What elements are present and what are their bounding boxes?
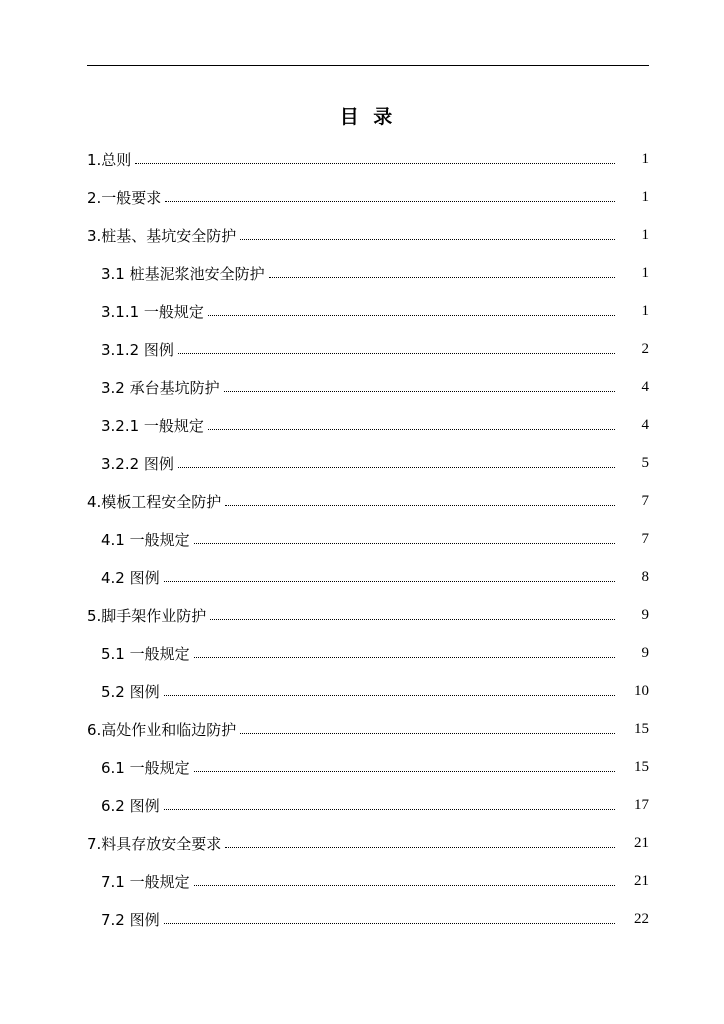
toc-entry-page-number: 15 — [634, 720, 649, 737]
toc-entry-label: 3.桩基、基坑安全防护 — [87, 226, 237, 245]
toc-entry-page-number: 1 — [641, 264, 649, 281]
toc-entry-page-number: 7 — [641, 492, 649, 509]
toc-entry-label: 5.脚手架作业防护 — [87, 606, 207, 625]
toc-entry-label: 3.2 承台基坑防护 — [101, 378, 220, 397]
toc-entry-label: 5.1 一般规定 — [101, 644, 190, 663]
toc-entry-label: 4.1 一般规定 — [101, 530, 190, 549]
toc-entry-label: 2.一般要求 — [87, 188, 162, 207]
dot-leader — [208, 315, 615, 316]
toc-entry-label: 7.1 一般规定 — [101, 872, 190, 891]
toc-entry[interactable] — [87, 330, 649, 368]
toc-entry-label: 4.模板工程安全防护 — [87, 492, 222, 511]
toc-entry[interactable] — [87, 824, 649, 862]
toc-entry-page-number: 1 — [641, 226, 649, 243]
toc-entry-label: 7.料具存放安全要求 — [87, 834, 222, 853]
dot-leader — [240, 733, 615, 734]
toc-entry[interactable] — [87, 216, 649, 254]
toc-entry-label: 6.1 一般规定 — [101, 758, 190, 777]
dot-leader — [135, 163, 615, 164]
toc-entry-page-number: 10 — [634, 682, 649, 699]
dot-leader — [165, 201, 615, 202]
toc-entry-label: 6.2 图例 — [101, 796, 160, 815]
toc-entry-label: 3.1 桩基泥浆池安全防护 — [101, 264, 265, 283]
toc-entry-page-number: 1 — [641, 150, 649, 167]
dot-leader — [210, 619, 615, 620]
toc-entry[interactable] — [87, 482, 649, 520]
table-of-contents — [87, 140, 649, 938]
toc-entry[interactable] — [87, 254, 649, 292]
dot-leader — [225, 505, 615, 506]
dot-leader — [269, 277, 615, 278]
toc-entry[interactable] — [87, 710, 649, 748]
toc-entry[interactable] — [87, 140, 649, 178]
toc-entry-page-number: 5 — [641, 454, 649, 471]
toc-entry-label: 3.1.2 图例 — [101, 340, 174, 359]
toc-entry-page-number: 9 — [641, 644, 649, 661]
dot-leader — [178, 467, 615, 468]
toc-entry[interactable] — [87, 444, 649, 482]
dot-leader — [208, 429, 615, 430]
toc-entry[interactable] — [87, 672, 649, 710]
toc-entry[interactable] — [87, 406, 649, 444]
toc-entry-label: 5.2 图例 — [101, 682, 160, 701]
toc-entry[interactable] — [87, 178, 649, 216]
dot-leader — [178, 353, 615, 354]
dot-leader — [164, 809, 615, 810]
toc-entry-page-number: 8 — [641, 568, 649, 585]
dot-leader — [194, 657, 615, 658]
toc-entry[interactable] — [87, 634, 649, 672]
toc-entry[interactable] — [87, 292, 649, 330]
toc-entry-page-number: 15 — [634, 758, 649, 775]
toc-entry[interactable] — [87, 786, 649, 824]
toc-entry-page-number: 1 — [641, 302, 649, 319]
toc-entry-label: 4.2 图例 — [101, 568, 160, 587]
toc-entry[interactable] — [87, 368, 649, 406]
toc-entry[interactable] — [87, 862, 649, 900]
toc-entry-page-number: 21 — [634, 834, 649, 851]
dot-leader — [224, 391, 615, 392]
toc-entry[interactable] — [87, 748, 649, 786]
toc-entry[interactable] — [87, 596, 649, 634]
toc-entry-label: 7.2 图例 — [101, 910, 160, 929]
toc-entry[interactable] — [87, 558, 649, 596]
dot-leader — [164, 581, 615, 582]
toc-entry-page-number: 4 — [641, 378, 649, 395]
toc-entry-page-number: 22 — [634, 910, 649, 927]
dot-leader — [225, 847, 615, 848]
toc-entry-page-number: 7 — [641, 530, 649, 547]
toc-title: 目 录 — [339, 106, 397, 128]
toc-entry[interactable] — [87, 520, 649, 558]
dot-leader — [164, 695, 615, 696]
toc-entry-page-number: 1 — [641, 188, 649, 205]
toc-entry-label: 1.总则 — [87, 150, 132, 169]
toc-entry-label: 3.2.1 一般规定 — [101, 416, 204, 435]
toc-entry-label: 6.高处作业和临边防护 — [87, 720, 237, 739]
toc-entry[interactable] — [87, 900, 649, 938]
dot-leader — [194, 771, 615, 772]
dot-leader — [164, 923, 615, 924]
toc-entry-page-number: 17 — [634, 796, 649, 813]
toc-entry-page-number: 21 — [634, 872, 649, 889]
toc-entry-page-number: 4 — [641, 416, 649, 433]
toc-entry-label: 3.2.2 图例 — [101, 454, 174, 473]
toc-entry-label: 3.1.1 一般规定 — [101, 302, 204, 321]
toc-entry-page-number: 9 — [641, 606, 649, 623]
dot-leader — [240, 239, 615, 240]
dot-leader — [194, 885, 615, 886]
dot-leader — [194, 543, 615, 544]
toc-entry-page-number: 2 — [641, 340, 649, 357]
header-rule — [87, 65, 649, 66]
